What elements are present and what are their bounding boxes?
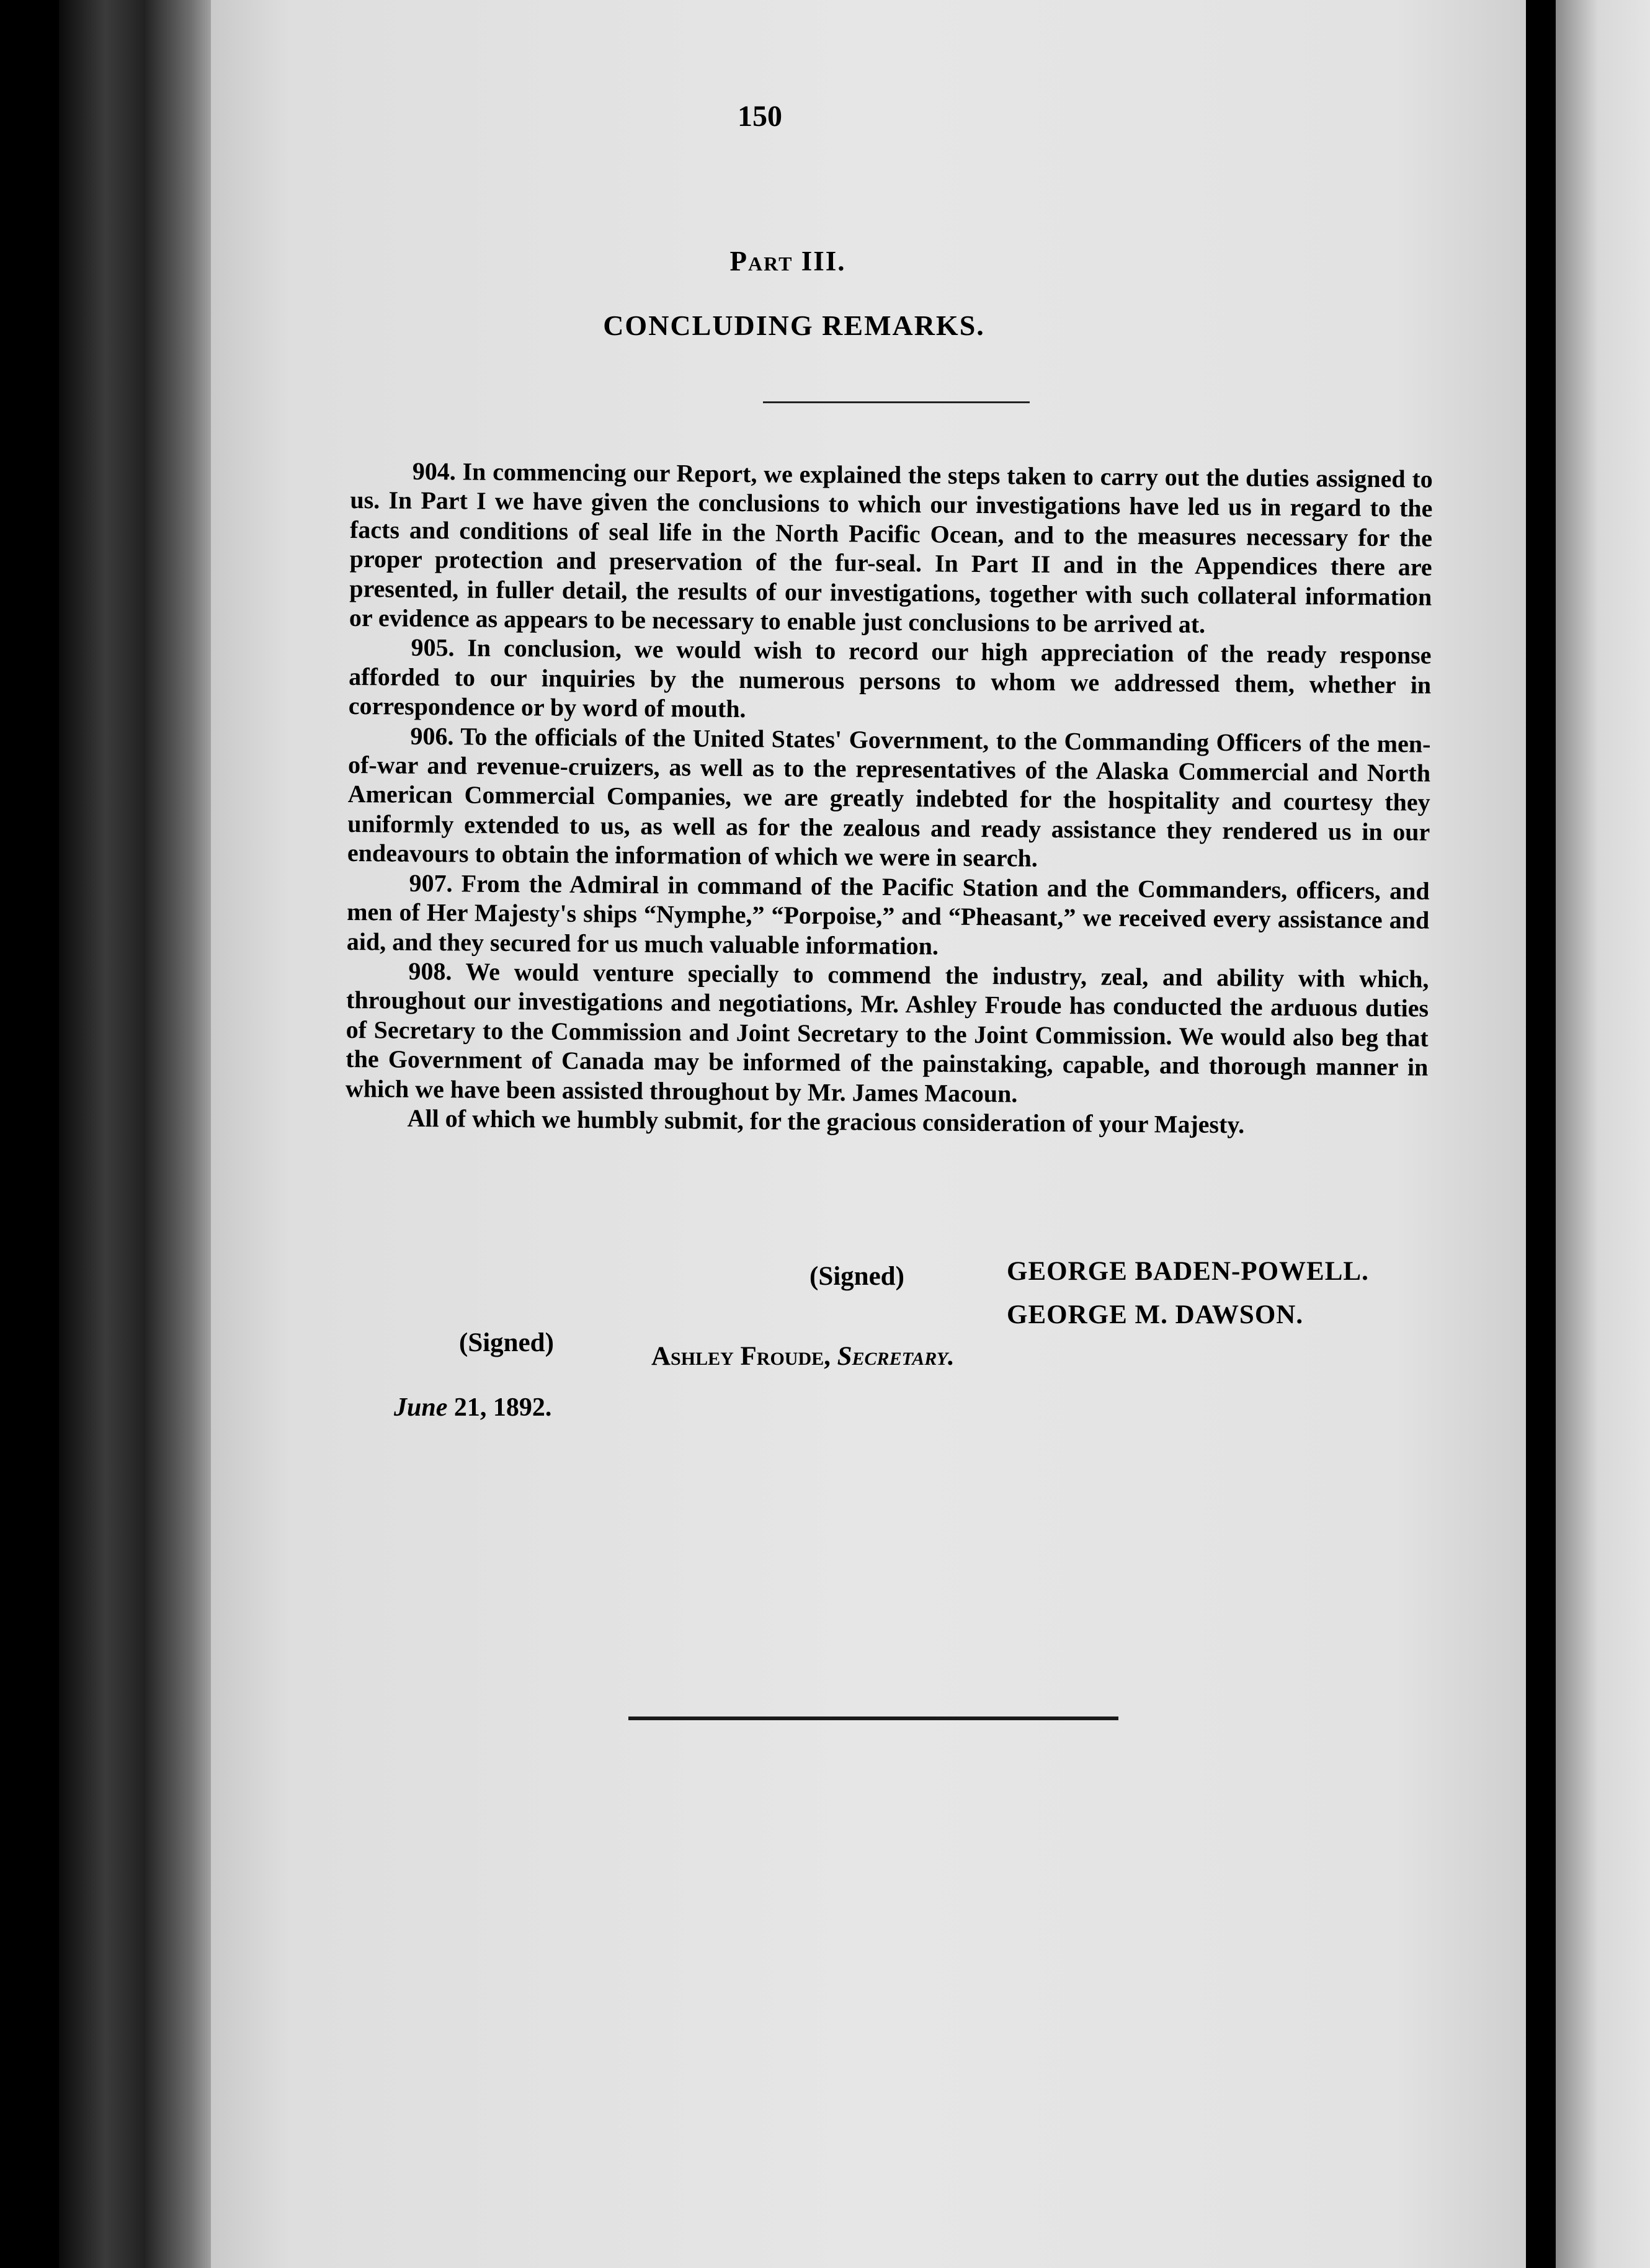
signed-label: (Signed) [459, 1328, 554, 1357]
secretary-name: Ashley Froude, [651, 1342, 831, 1371]
divider-rule [763, 401, 1030, 403]
part-heading: Part III. [729, 246, 846, 277]
report-body [345, 456, 1433, 1141]
page-number: 150 [738, 100, 782, 133]
paragraph-905: 905. In conclusion, we would wish to record our high appreciation of the ready response afforded to our inquiries by the numerous persons to whom we addressed them, whether in correspondence or by word of mouth. [348, 633, 1432, 723]
date-month: June [394, 1393, 448, 1422]
book-binding-edge [59, 0, 214, 2268]
paragraph-904: 904. In commencing our Report, we explained the steps taken to carry out the duties assigned to us. In Part I we have given the conclusions to which our investigations have led us in regard to the facts and conditions of seal life in the North Pacific Ocean, and to the measures necessary for the proper protection and preservation of the fur-seal. In Part II and in the Appendices there are presented, in fuller detail, the results of our investigations, together with such collateral information or evidence as appears to be necessary to enable just conclusions to be arrived at. [349, 457, 1433, 638]
signed-label: (Signed) [809, 1262, 904, 1291]
paragraph-906: 906. To the officials of the United States' Government, to the Commanding Officers of the men-of-war and revenue-cruizers, as well as to the representatives of the Alaska Commercial and North American Commercial Companies, we are greatly indebted for the hospitality and courtesy they uniformly extended to us, as well as for the zealous and ready assistance they rendered us in our endeavours to obtain the information of which we were in search. [347, 721, 1431, 873]
signatory-name: GEORGE M. DAWSON. [1007, 1300, 1304, 1329]
signatory-name: GEORGE BADEN-POWELL. [1007, 1257, 1369, 1286]
secretary-role: Secretary. [837, 1342, 955, 1371]
date-day-year: 21, 1892. [453, 1393, 552, 1422]
next-page-edge [1556, 0, 1650, 2268]
report-date [394, 1393, 551, 1422]
section-title: CONCLUDING REMARKS. [603, 310, 985, 341]
closing-paragraph: All of which we humbly submit, for the gracious consideration of your Majesty. [407, 1104, 1245, 1139]
secretary-signature [459, 1328, 1017, 1371]
end-rule [628, 1717, 1118, 1720]
paragraph-907: 907. From the Admiral in command of the Pacific Station and the Commanders, officers, and men of Her Majesty's ships “Nymphe,” “Porpoise,” and “Pheasant,” we received every assistance and aid, and they secured for us much valuable information. [346, 868, 1430, 960]
paragraph-908: 908. We would venture specially to commend the industry, zeal, and ability with which, throughout our investigations and negotiations, Mr. Ashley Froude has conducted the arduous duties of Secretary to the Commission and Joint Secretary to the Joint Commission. We would also beg that the Government of Canada may be informed of the painstaking, capable, and thorough manner in which we have been assisted throughout by Mr. James Macoun. [345, 957, 1429, 1108]
secretary-name-line [651, 1341, 955, 1372]
